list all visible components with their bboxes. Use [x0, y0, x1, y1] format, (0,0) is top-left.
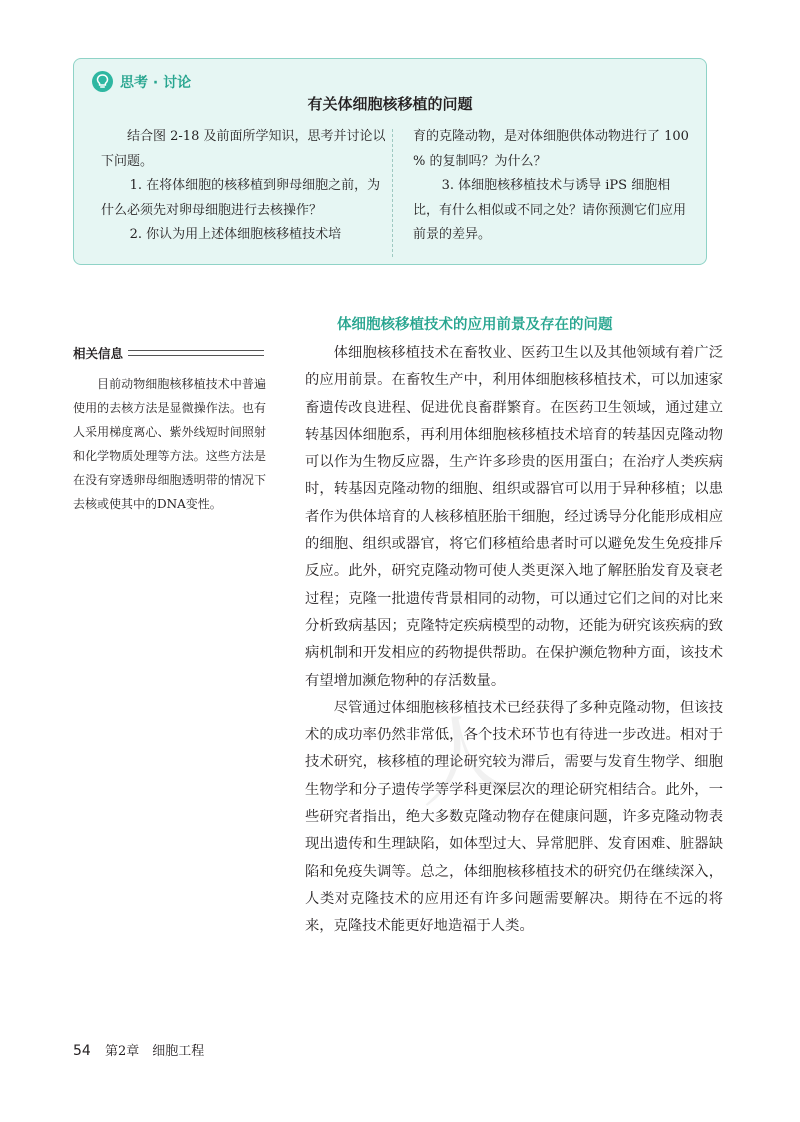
box-question-2-start: 2. 你认为用上述体细胞核移植技术培	[129, 227, 342, 242]
column-divider	[392, 129, 393, 257]
page-number: 54	[73, 1043, 91, 1059]
main-paragraph-1: 体细胞核移植技术在畜牧业、医药卫生以及其他领域有着广泛的应用前景。在畜牧生产中，利用体细胞核移植技术，可以加速家畜遗传改良进程、促进优良畜群繁育。在医药卫生领域，通过建立转基因体细胞系，再利用体细胞核移植技术培育的转基因克隆动物可以作为生物反应器，生产许多珍贵的医用蛋白；在治疗人类疾病时，转基因克隆动物的细胞、组织或器官可以用于异种移植；以患者作为供体培育的人核移植胚胎干细胞，经过诱导分化能形成相应的细胞、组织或器官，将它们移植给患者时可以避免发生免疫排斥反应。此外，研究克隆动物可使人类更深入地了解胚胎发育及衰老过程；克隆一批遗传背景相同的动物，可以通过它们之间的对比来分析致病基因；克隆特定疾病模型的动物，还能为研究该疾病的致病机制和开发相应的药物提供帮助。在保护濒危物种方面，该技术有望增加濒危物种的存活数量。	[305, 345, 723, 689]
think-discuss-box	[73, 58, 707, 265]
section-heading: 体细胞核移植技术的应用前景及存在的问题	[337, 317, 613, 333]
box-question-3: 3. 体细胞核移植技术与诱导 iPS 细胞相比，有什么相似或不同之处？请你预测它们应用前景的差异。	[413, 178, 687, 242]
box-header	[92, 71, 191, 92]
sidebar-text: 目前动物细胞核移植技术中普遍使用的去核方法是显微操作法。也有人采用梯度离心、紫外线短时间照射和化学物质处理等方法。这些方法是在没有穿透卵母细胞透明带的情况下去核或使其中的DNA变性。	[73, 377, 266, 511]
chapter-label: 第2章 细胞工程	[104, 1044, 205, 1059]
page-footer	[73, 1040, 204, 1059]
lightbulb-icon	[92, 71, 113, 92]
box-right-column	[413, 125, 693, 248]
sidebar-body	[73, 372, 266, 516]
watermark: 人	[408, 699, 519, 822]
box-title: 有关体细胞核移植的问题	[307, 95, 473, 113]
sidebar-title-rule	[128, 350, 264, 356]
sidebar-title-text: 相关信息	[73, 346, 124, 361]
box-label: 思考 · 讨论	[120, 74, 192, 91]
box-left-column	[101, 125, 391, 248]
sidebar-title	[73, 344, 264, 362]
main-text	[305, 340, 723, 941]
box-question-1: 1. 在将体细胞的核移植到卵母细胞之前，为什么必须先对卵母细胞进行去核操作？	[101, 178, 381, 218]
box-intro: 结合图 2-18 及前面所学知识，思考并讨论以下问题。	[101, 129, 386, 169]
box-question-2-end: 育的克隆动物，是对体细胞供体动物进行了 100 % 的复制吗？为什么？	[413, 129, 689, 169]
main-paragraph-2: 尽管通过体细胞核移植技术已经获得了多种克隆动物，但该技术的成功率仍然非常低，各个技术环节也有待进一步改进。相对于技术研究，核移植的理论研究较为滞后，需要与发育生物学、细胞生物学和分子遗传学等学科更深层次的理论研究相结合。此外，一些研究者指出，绝大多数克隆动物存在健康问题，许多克隆动物表现出遗传和生理缺陷，如体型过大、异常肥胖、发育困难、脏器缺陷和免疫失调等。总之，体细胞核移植技术的研究仍在继续深入，人类对克隆技术的应用还有许多问题需要解决。期待在不远的将来，克隆技术能更好地造福于人类。	[305, 699, 723, 935]
